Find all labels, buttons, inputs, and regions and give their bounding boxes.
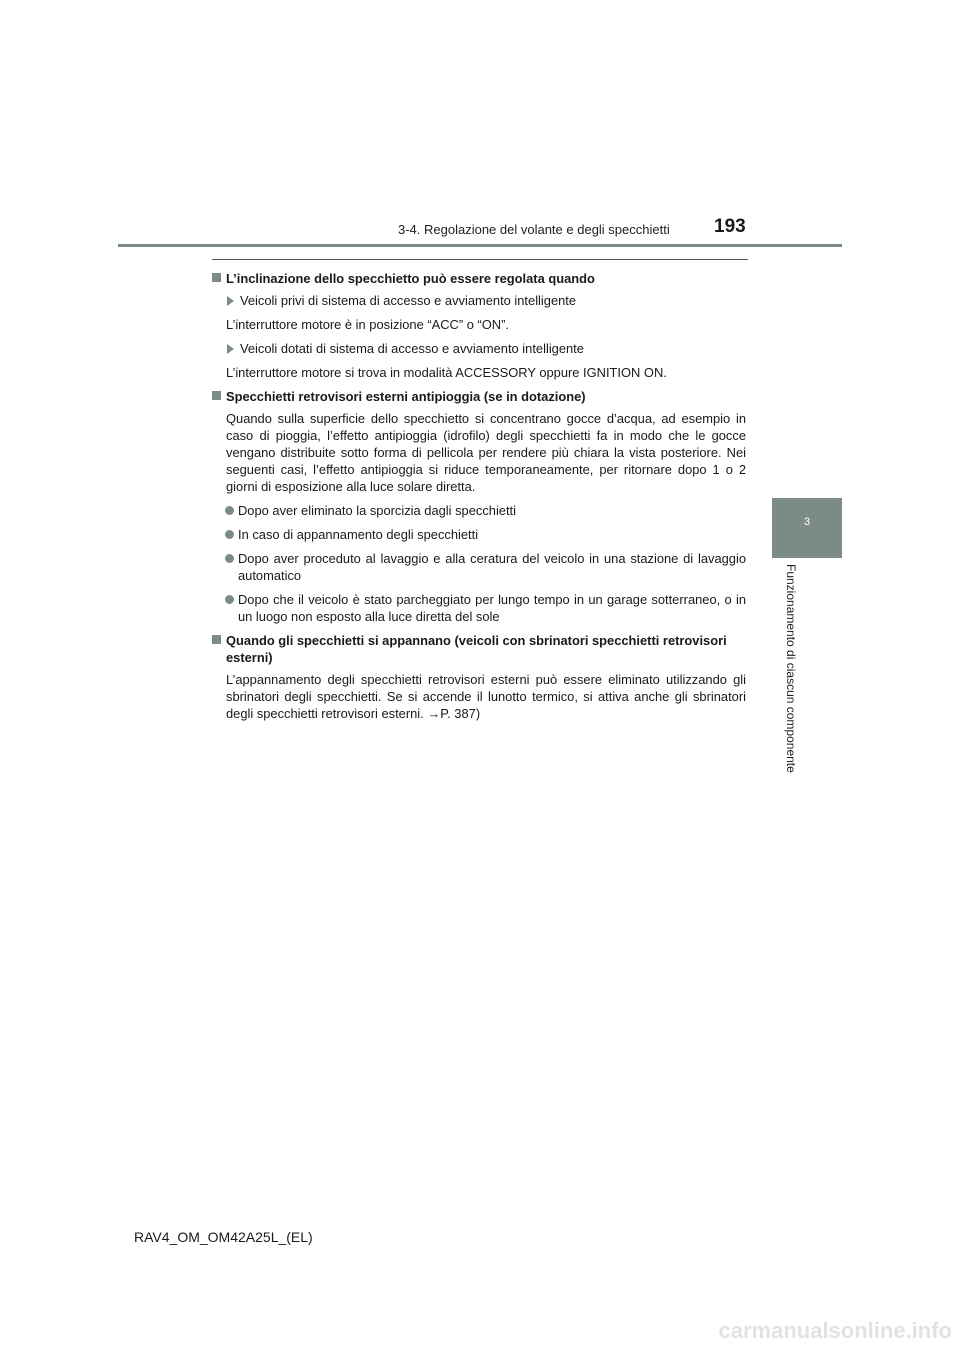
watermark: carmanualsonline.info bbox=[718, 1318, 952, 1343]
paragraph: L’appannamento degli specchietti retrovisori esterni può essere eliminato utilizzando gli sbrinatori degli specchietti. Se si accende il lunotto termico, si attiva anche gli sbrinatori degli specchietti retrovisori esterni. →P. 387) bbox=[226, 672, 746, 721]
paragraph: Quando sulla superficie dello specchietto si concentrano gocce d’acqua, ad esempio in caso di pioggia, l’effetto antipioggia (idrofilo) degli specchietti fa in modo che le gocce vengano distribuite sotto forma di pellicola per rendere più chiara la vista posteriore. Nei seguenti casi, l’effetto antipioggia si riduce temporaneamente, per ritornare dopo 1 o 2 giorni di esposizione alla luce solare diretta. bbox=[226, 411, 746, 494]
square-bullet-icon bbox=[212, 635, 221, 644]
list-item-text: Dopo aver proceduto al lavaggio e alla ceratura del veicolo in una stazione di lavaggio automatico bbox=[238, 551, 746, 583]
circle-bullet-icon bbox=[225, 595, 234, 604]
list-item-text: In caso di appannamento degli specchietti bbox=[238, 527, 479, 542]
paragraph: L’interruttore motore è in posizione “ACC” o “ON”. bbox=[226, 317, 509, 332]
section-heading bbox=[212, 632, 746, 666]
section-heading bbox=[212, 270, 746, 287]
list-item bbox=[212, 526, 746, 543]
triangle-bullet-icon bbox=[227, 296, 234, 306]
sub-item-text: Veicoli privi di sistema di accesso e avviamento intelligente bbox=[240, 293, 577, 308]
heading-text: Quando gli specchietti si appannano (veicoli con sbrinatori specchietti retrovisori esterni) bbox=[226, 633, 727, 665]
list-item-text: Dopo che il veicolo è stato parcheggiato per lungo tempo in un garage sotterraneo, o in un luogo non esposto alla luce diretta del sole bbox=[238, 592, 746, 624]
circle-bullet-icon bbox=[225, 506, 234, 515]
list-item bbox=[212, 550, 746, 584]
section-heading bbox=[212, 388, 746, 405]
content-rule bbox=[212, 259, 748, 260]
chapter-tab bbox=[772, 498, 842, 558]
list-item bbox=[212, 502, 746, 519]
list-item bbox=[212, 591, 746, 625]
triangle-bullet-icon bbox=[227, 344, 234, 354]
main-content bbox=[212, 270, 746, 729]
chapter-number: 3 bbox=[803, 516, 811, 528]
page-number: 193 bbox=[714, 216, 746, 237]
sub-item-text: Veicoli dotati di sistema di accesso e avviamento intelligente bbox=[240, 341, 584, 356]
circle-bullet-icon bbox=[225, 554, 234, 563]
square-bullet-icon bbox=[212, 391, 221, 400]
list-item-text: Dopo aver eliminato la sporcizia dagli specchietti bbox=[238, 503, 517, 518]
manual-code: RAV4_OM_OM42A25L_(EL) bbox=[134, 1229, 313, 1245]
sub-item bbox=[212, 292, 746, 309]
circle-bullet-icon bbox=[225, 530, 234, 539]
heading-text: Specchietti retrovisori esterni antipioggia (se in dotazione) bbox=[226, 389, 586, 404]
section-header: 3-4. Regolazione del volante e degli specchietti bbox=[398, 222, 670, 237]
square-bullet-icon bbox=[212, 273, 221, 282]
header-rule bbox=[118, 244, 842, 247]
paragraph: L’interruttore motore si trova in modalità ACCESSORY oppure IGNITION ON. bbox=[226, 365, 667, 380]
sub-item bbox=[212, 340, 746, 357]
chapter-label: Funzionamento di ciascun componente bbox=[784, 564, 798, 773]
heading-text: L’inclinazione dello specchietto può essere regolata quando bbox=[226, 271, 595, 286]
